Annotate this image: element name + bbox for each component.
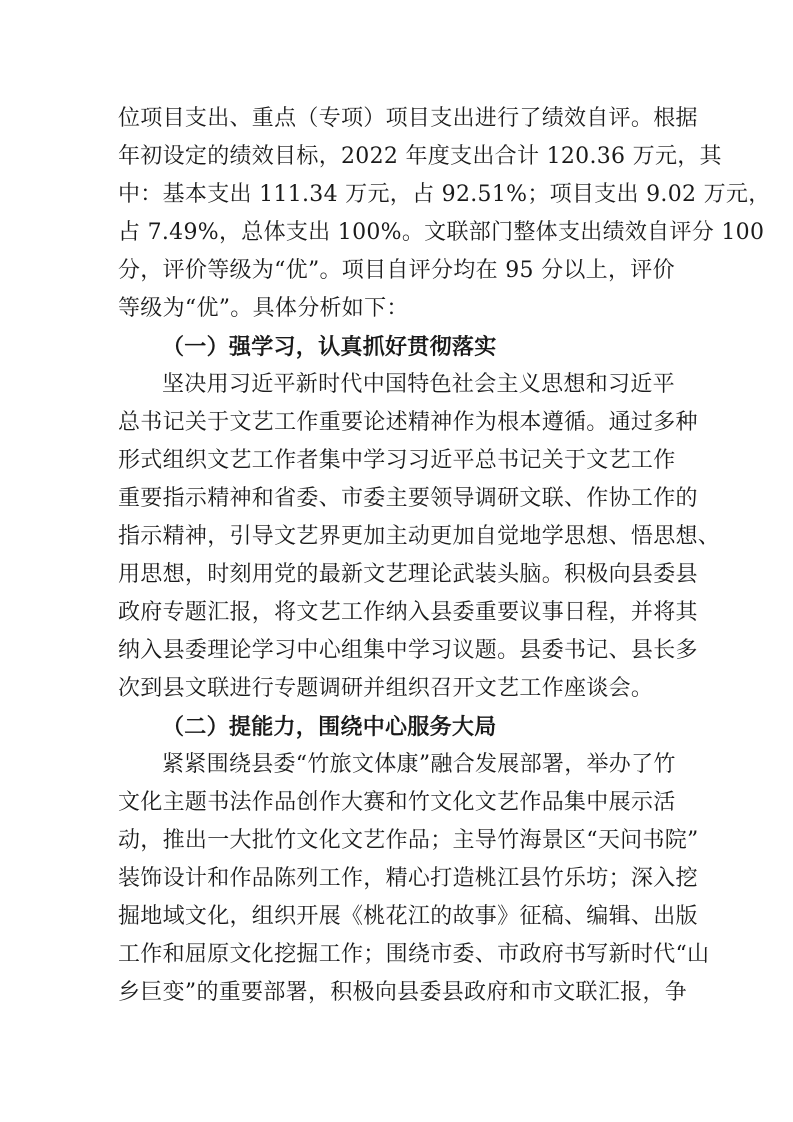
body-line: 用思想，时刻用党的最新文艺理论武装头脑。积极向县委县 xyxy=(118,562,698,587)
body-line: 纳入县委理论学习中心组集中学习议题。县委书记、县长多 xyxy=(118,638,698,663)
body-line: 指示精神，引导文艺界更加主动更加自觉地学思想、悟思想、 xyxy=(118,524,721,549)
body-line: 形式组织文艺工作者集中学习习近平总书记关于文艺工作 xyxy=(118,448,676,473)
body-line: 乡巨变”的重要部署，积极向县委县政府和市文联汇报，争 xyxy=(118,980,688,1005)
paragraph-start: 坚决用习近平新时代中国特色社会主义思想和习近平 xyxy=(162,372,675,397)
body-line: 掘地域文化，组织开展《桃花江的故事》征稿、编辑、出版 xyxy=(118,904,698,929)
section-heading-1: （一）强学习，认真抓好贯彻落实 xyxy=(162,334,497,360)
body-line: 占 7.49%，总体支出 100%。文联部门整体支出绩效自评分 100 xyxy=(118,220,765,245)
body-line: 装饰设计和作品陈列工作，精心打造桃江县竹乐坊；深入挖 xyxy=(118,866,698,891)
body-line: 重要指示精神和省委、市委主要领导调研文联、作协工作的 xyxy=(118,486,698,511)
body-line: 动，推出一大批竹文化文艺作品；主导竹海景区“天问书院” xyxy=(118,828,699,853)
body-line: 次到县文联进行专题调研并组织召开文艺工作座谈会。 xyxy=(118,676,654,701)
body-line: 分，评价等级为“优”。项目自评分均在 95 分以上，评价 xyxy=(118,258,675,283)
body-line: 文化主题书法作品创作大赛和竹文化文艺作品集中展示活 xyxy=(118,790,676,815)
body-line: 政府专题汇报，将文艺工作纳入县委重要议事日程，并将其 xyxy=(118,600,698,625)
paragraph-start: 紧紧围绕县委“竹旅文体康”融合发展部署，举办了竹 xyxy=(162,752,676,777)
document-body xyxy=(118,100,771,1012)
body-line: 年初设定的绩效目标，2022 年度支出合计 120.36 万元，其 xyxy=(118,144,722,169)
body-line: 等级为“优”。具体分析如下： xyxy=(118,296,409,321)
body-line: 工作和屈原文化挖掘工作；围绕市委、市政府书写新时代“山 xyxy=(118,942,710,967)
section-heading-2: （二）提能力，围绕中心服务大局 xyxy=(162,714,497,740)
body-line: 总书记关于文艺工作重要论述精神作为根本遵循。通过多种 xyxy=(118,410,698,435)
body-line: 位项目支出、重点（专项）项目支出进行了绩效自评。根据 xyxy=(118,106,698,131)
body-line: 中：基本支出 111.34 万元，占 92.51%；项目支出 9.02 万元， xyxy=(118,182,771,207)
